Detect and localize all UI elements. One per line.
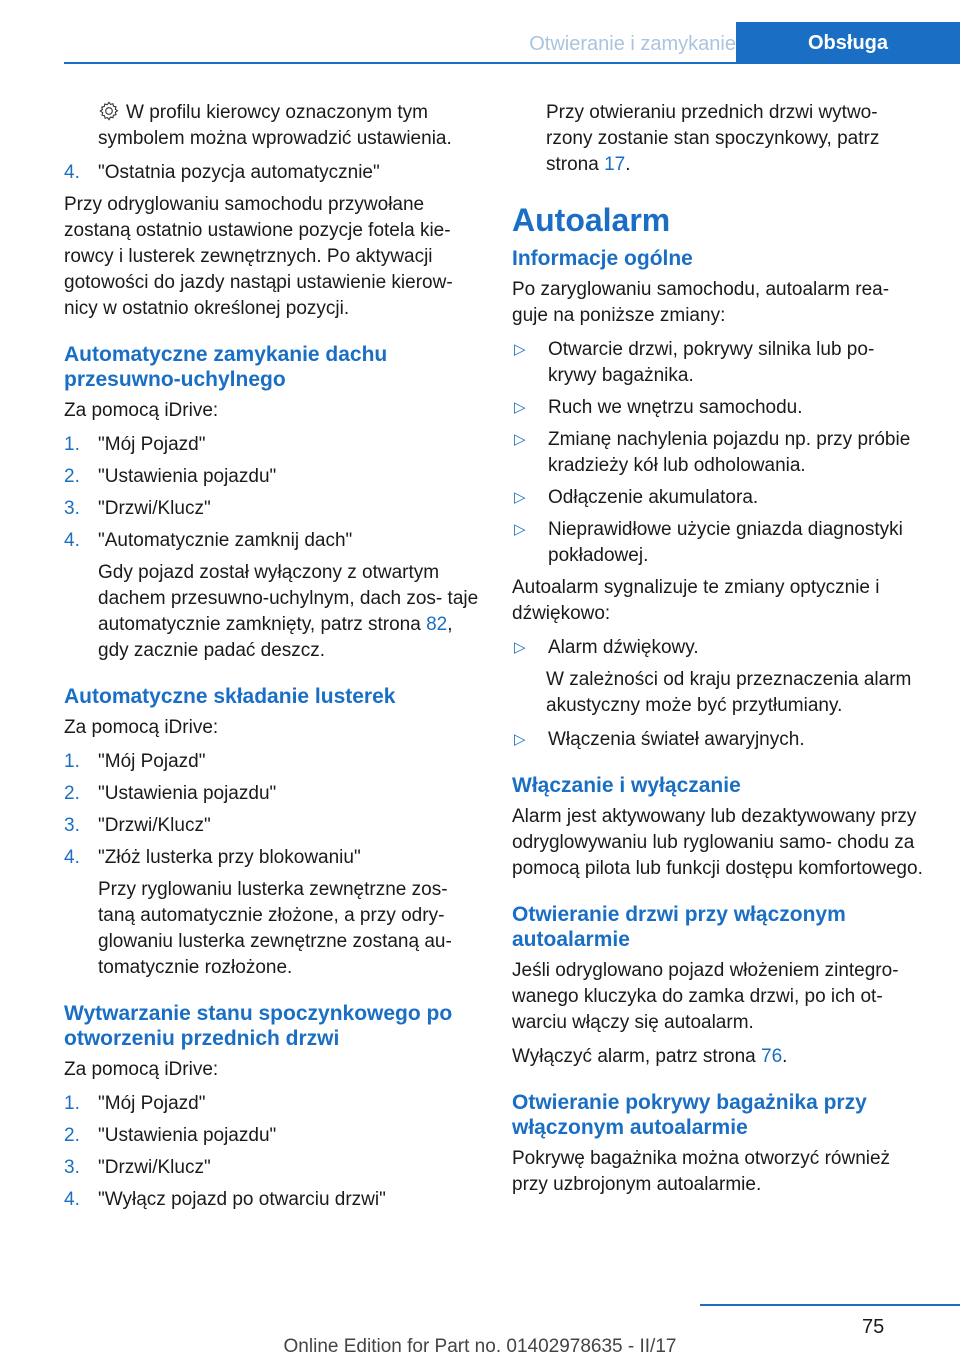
bullet-item bbox=[512, 395, 924, 421]
list-number: 2. bbox=[64, 783, 80, 804]
list-item bbox=[64, 813, 480, 839]
page-link[interactable]: 82 bbox=[426, 614, 448, 635]
note-text: Gdy pojazd został wyłączony z otwartym dachem przesuwno-uchylnym, dach zos- taje automatycznie zamknięty, patrz strona bbox=[98, 562, 479, 635]
list-number: 2. bbox=[64, 1125, 80, 1146]
paragraph: Autoalarm sygnalizuje te zmiany optycznie i dźwiękowo: bbox=[512, 577, 880, 624]
list-number: 4. bbox=[64, 530, 80, 551]
page-number: 75 bbox=[862, 1316, 885, 1338]
bullet-item bbox=[512, 427, 924, 479]
list-item bbox=[64, 1091, 480, 1117]
header-chapter-tab: Obsługa bbox=[736, 22, 960, 62]
paragraph: Przy odryglowaniu samochodu przywołane zostaną ostatnio ustawione pozycje fotela kie- rowcy i lusterek zewnętrznych. Po aktywacji gotowości do jazdy nastąpi ustawienie kierow- nicy w ostatnio określonej pozycji. bbox=[64, 194, 453, 319]
paragraph: Za pomocą iDrive: bbox=[64, 717, 219, 738]
page-link[interactable]: 17 bbox=[604, 154, 626, 175]
bullet-text: Otwarcie drzwi, pokrywy silnika lub po- krywy bagażnika. bbox=[548, 339, 875, 386]
list-text: "Ustawienia pojazdu" bbox=[98, 466, 277, 487]
profile-note bbox=[98, 100, 480, 152]
list-item bbox=[64, 432, 480, 458]
list-text: "Drzwi/Klucz" bbox=[98, 498, 211, 519]
list-item bbox=[64, 464, 480, 490]
paragraph: Pokrywę bagażnika można otworzyć również przy uzbrojonym autoalarmie. bbox=[512, 1148, 891, 1195]
section-heading: Automatyczne zamykanie dachu przesuwno-uchylnego bbox=[64, 343, 388, 391]
list-number: 3. bbox=[64, 1157, 80, 1178]
list-number: 4. bbox=[64, 1189, 80, 1210]
list-item bbox=[64, 1123, 480, 1149]
bullet-item bbox=[512, 635, 924, 661]
note-text: Przy otwieraniu przednich drzwi wytwo- rzony zostanie stan spoczynkowy, patrz strona bbox=[546, 102, 880, 175]
item-note bbox=[546, 100, 924, 178]
header-rule bbox=[64, 62, 960, 64]
list-item bbox=[64, 749, 480, 775]
page-number-rule bbox=[700, 1304, 960, 1306]
list-item bbox=[64, 845, 480, 871]
left-column bbox=[64, 100, 480, 1219]
list-text: "Mój Pojazd" bbox=[98, 751, 206, 772]
profile-note-text: W profilu kierowcy oznaczonym tym symbolem można wprowadzić ustawienia. bbox=[98, 102, 452, 149]
list-item bbox=[64, 1155, 480, 1181]
bullet-text: Alarm dźwiękowy. bbox=[548, 637, 699, 658]
item-note: Przy ryglowaniu lusterka zewnętrzne zos- taną automatycznie złożone, a przy odry- glowaniu lusterka zewnętrzne zostaną au- tomatycznie rozłożone. bbox=[98, 879, 452, 978]
bullet-item bbox=[512, 337, 924, 389]
list-text: "Drzwi/Klucz" bbox=[98, 815, 211, 836]
paragraph bbox=[512, 1044, 924, 1070]
footer-edition: Online Edition for Part no. 01402978635 - II/17 bbox=[283, 1336, 677, 1357]
triangle-bullet-icon: ▷ bbox=[514, 341, 526, 358]
section-heading: Otwieranie drzwi przy włączonym autoalarmie bbox=[512, 903, 846, 951]
section-heading: Automatyczne składanie lusterek bbox=[64, 685, 396, 708]
list-number: 3. bbox=[64, 498, 80, 519]
gear-icon bbox=[98, 100, 120, 122]
item-note: W zależności od kraju przeznaczenia alarm akustyczny może być przytłumiany. bbox=[546, 669, 912, 716]
list-text: "Ustawienia pojazdu" bbox=[98, 1125, 277, 1146]
bullet-text: Włączenia świateł awaryjnych. bbox=[548, 729, 805, 750]
header-section-title: Otwieranie i zamykanie bbox=[529, 33, 736, 55]
list-item bbox=[64, 528, 480, 554]
triangle-bullet-icon: ▷ bbox=[514, 399, 526, 416]
bullet-item bbox=[512, 727, 924, 753]
paragraph: Po zaryglowaniu samochodu, autoalarm rea- guje na poniższe zmiany: bbox=[512, 279, 890, 326]
list-item bbox=[64, 160, 480, 186]
bullet-text: Zmianę nachylenia pojazdu np. przy próbie kradzieży kół lub odholowania. bbox=[548, 429, 911, 476]
list-number: 4. bbox=[64, 162, 80, 183]
list-number: 1. bbox=[64, 751, 80, 772]
bullet-item bbox=[512, 517, 924, 569]
list-item bbox=[64, 1187, 480, 1213]
list-text: "Automatycznie zamknij dach" bbox=[98, 530, 353, 551]
bullet-item bbox=[512, 485, 924, 511]
paragraph: Jeśli odryglowano pojazd włożeniem zintegro- wanego kluczyka do zamka drzwi, po ich ot- warciu włączy się autoalarm. bbox=[512, 960, 899, 1033]
list-number: 3. bbox=[64, 815, 80, 836]
list-number: 2. bbox=[64, 466, 80, 487]
list-text: "Mój Pojazd" bbox=[98, 434, 206, 455]
right-column bbox=[512, 100, 924, 1206]
bullet-text: Odłączenie akumulatora. bbox=[548, 487, 759, 508]
chapter-heading: Autoalarm bbox=[512, 202, 671, 238]
bullet-text: Nieprawidłowe użycie gniazda diagnostyki pokładowej. bbox=[548, 519, 903, 566]
list-text: "Wyłącz pojazd po otwarciu drzwi" bbox=[98, 1189, 386, 1210]
section-heading: Otwieranie pokrywy bagażnika przy włączonym autoalarmie bbox=[512, 1091, 867, 1139]
list-item bbox=[64, 496, 480, 522]
page-link[interactable]: 76 bbox=[761, 1046, 783, 1067]
triangle-bullet-icon: ▷ bbox=[514, 731, 526, 748]
list-number: 1. bbox=[64, 434, 80, 455]
note-text: , gdy zacznie padać deszcz. bbox=[98, 614, 453, 661]
paragraph: Za pomocą iDrive: bbox=[64, 1059, 219, 1080]
list-text: "Drzwi/Klucz" bbox=[98, 1157, 211, 1178]
triangle-bullet-icon: ▷ bbox=[514, 639, 526, 656]
section-heading: Włączanie i wyłączanie bbox=[512, 774, 741, 797]
list-text: "Ustawienia pojazdu" bbox=[98, 783, 277, 804]
list-text: "Mój Pojazd" bbox=[98, 1093, 206, 1114]
list-text: "Ostatnia pozycja automatycznie" bbox=[98, 162, 380, 183]
triangle-bullet-icon: ▷ bbox=[514, 521, 526, 538]
item-note bbox=[98, 560, 480, 664]
paragraph: Za pomocą iDrive: bbox=[64, 400, 219, 421]
list-text: "Złóż lusterka przy blokowaniu" bbox=[98, 847, 361, 868]
bullet-text: Ruch we wnętrzu samochodu. bbox=[548, 397, 803, 418]
list-number: 1. bbox=[64, 1093, 80, 1114]
note-text: . bbox=[625, 154, 631, 175]
section-heading: Informacje ogólne bbox=[512, 247, 693, 270]
paragraph-text: . bbox=[782, 1046, 788, 1067]
list-item bbox=[64, 781, 480, 807]
triangle-bullet-icon: ▷ bbox=[514, 489, 526, 506]
triangle-bullet-icon: ▷ bbox=[514, 431, 526, 448]
paragraph: Alarm jest aktywowany lub dezaktywowany przy odryglowywaniu lub ryglowaniu samo- chodu za pomocą pilota lub funkcji dostępu komfortowego. bbox=[512, 806, 923, 879]
section-heading: Wytwarzanie stanu spoczynkowego po otworzeniu przednich drzwi bbox=[64, 1002, 453, 1050]
paragraph-text: Wyłączyć alarm, patrz strona bbox=[512, 1046, 762, 1067]
list-number: 4. bbox=[64, 847, 80, 868]
